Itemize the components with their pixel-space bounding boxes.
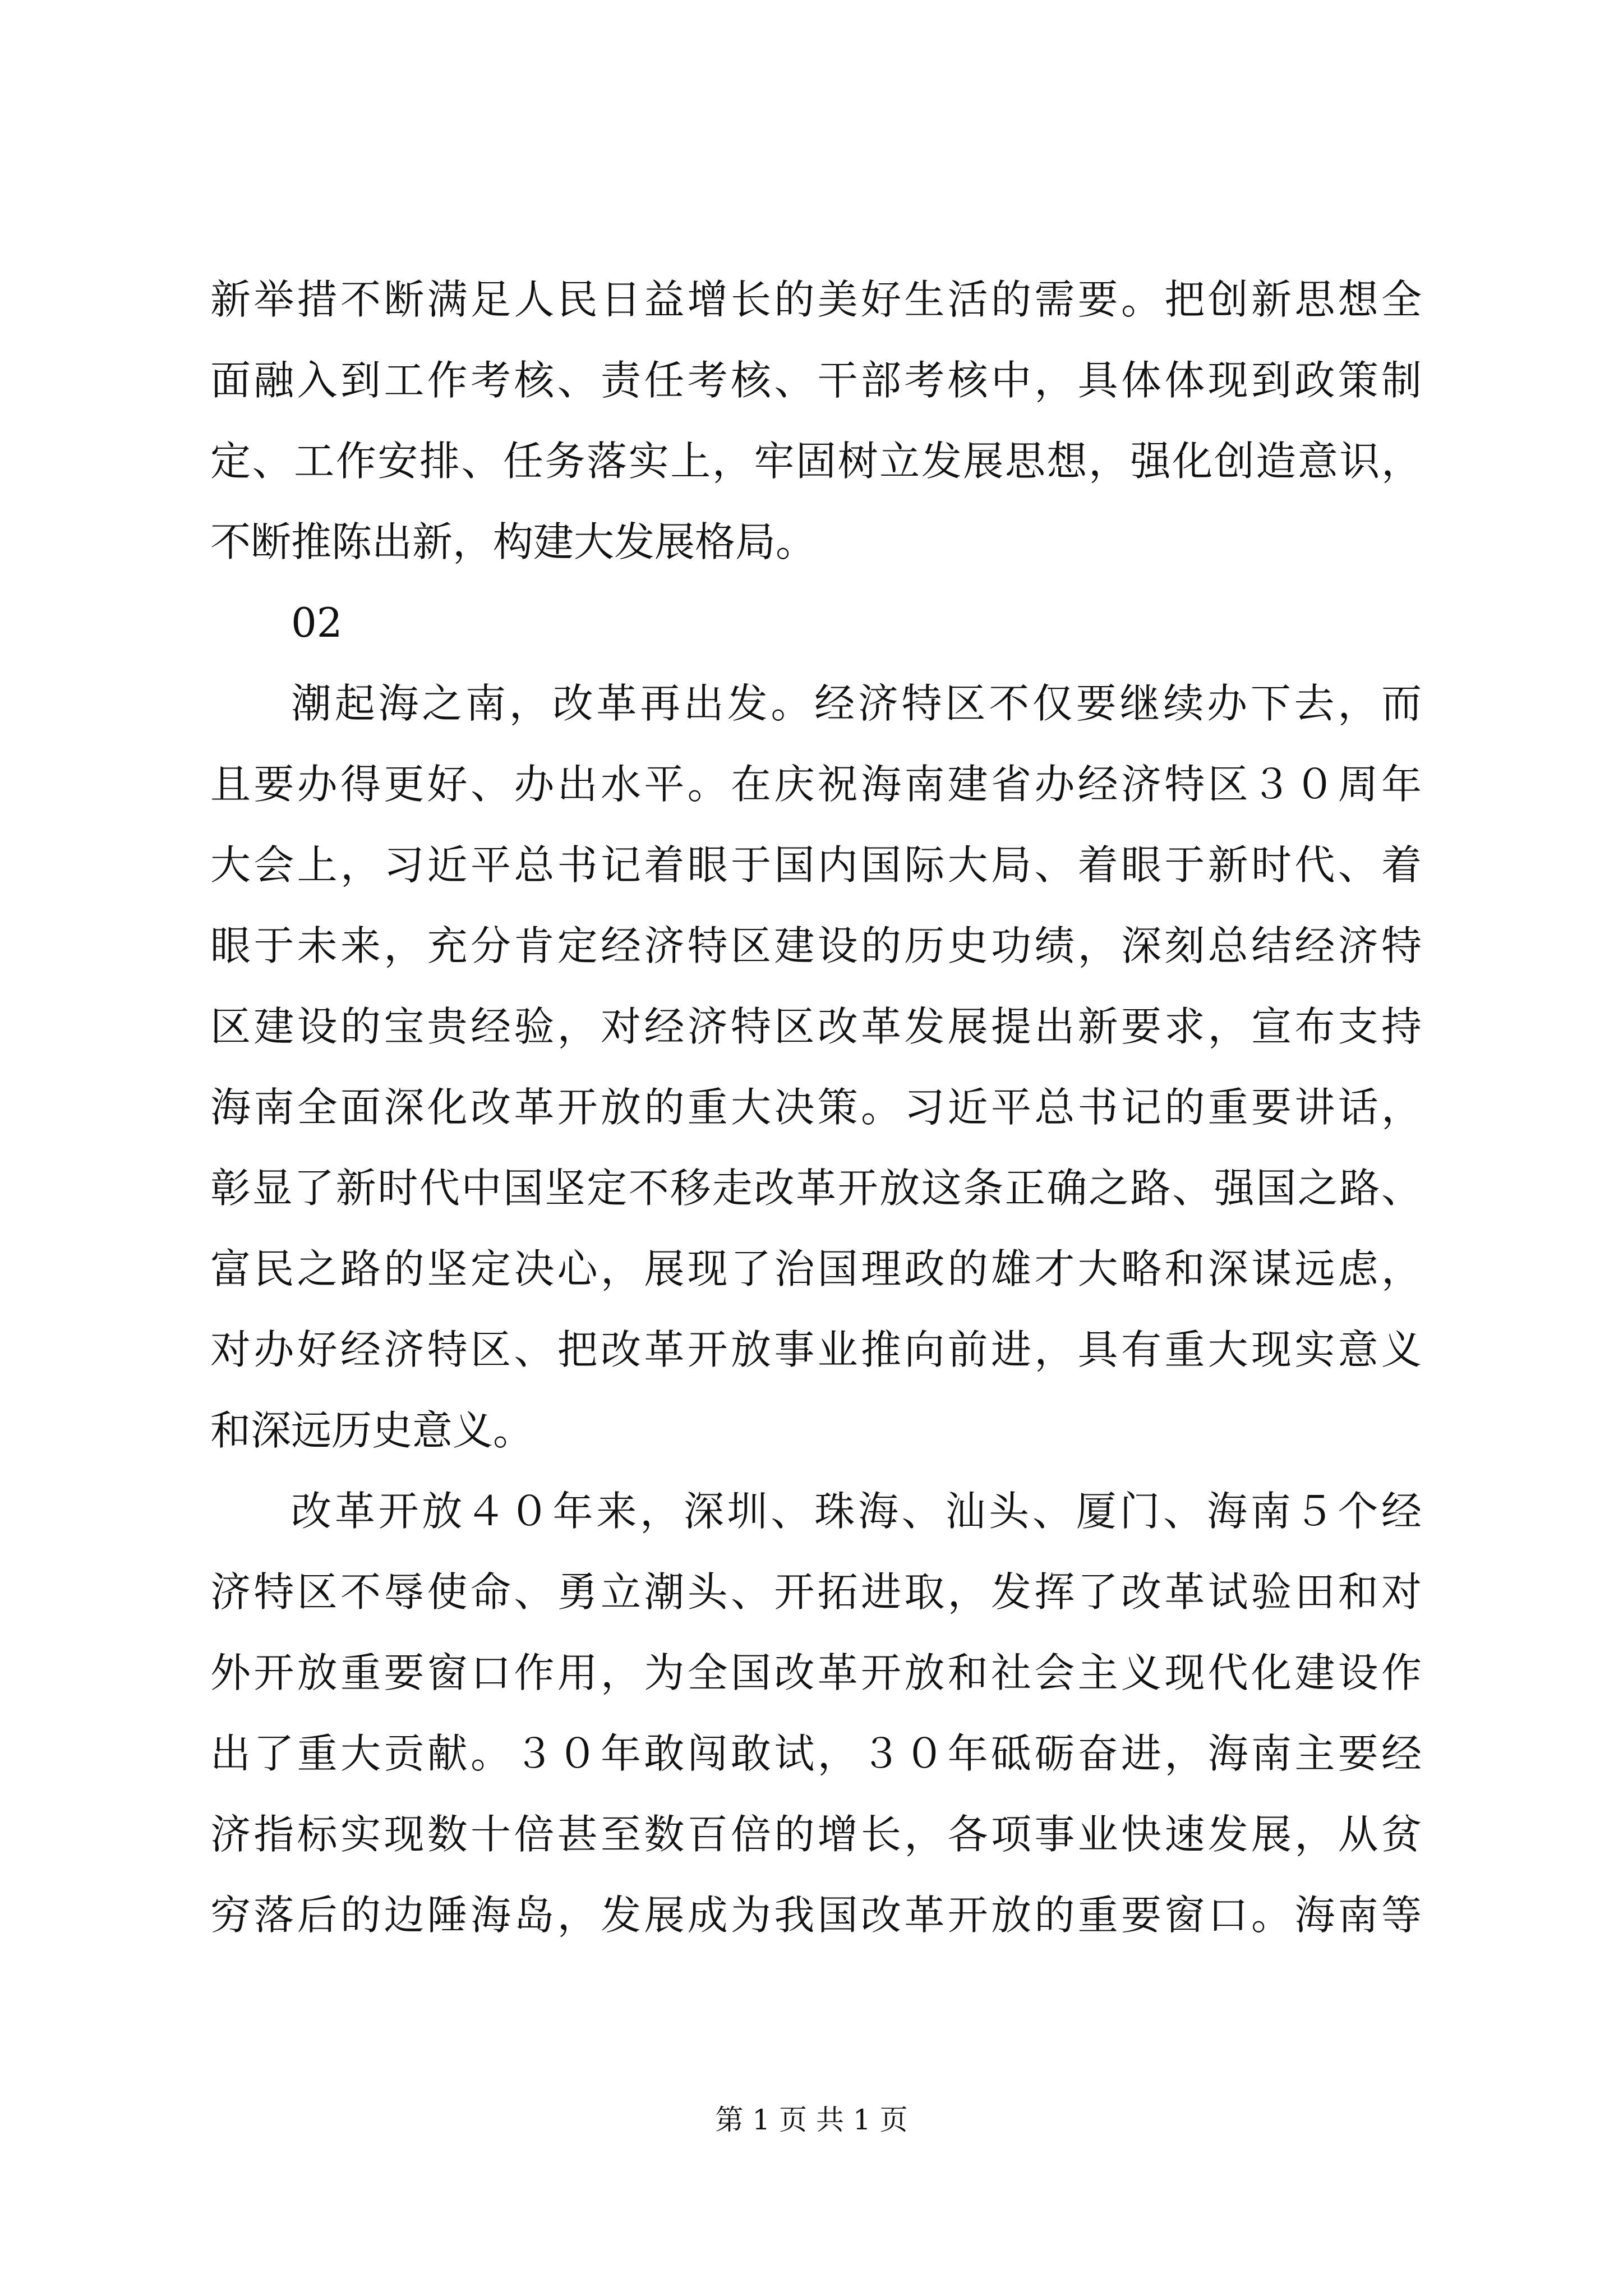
text-line: 富民之路的坚定决心，展现了治国理政的雄才大略和深谋远虑，	[210, 1245, 1422, 1292]
text-line: 不断推陈出新，构建大发展格局。	[210, 518, 817, 565]
document-body	[210, 259, 1422, 1955]
text-line: 彰显了新时代中国坚定不移走改革开放这条正确之路、强国之路、	[210, 1165, 1422, 1212]
text-line: 穷落后的边陲海岛，发展成为我国改革开放的重要窗口。海南等	[210, 1892, 1422, 1939]
text-line: 眼于未来，充分肯定经济特区建设的历史功绩，深刻总结经济特	[210, 922, 1422, 969]
text-line: 海南全面深化改革开放的重大决策。习近平总书记的重要讲话，	[210, 1084, 1422, 1131]
text-line: 大会上，习近平总书记着眼于国内国际大局、着眼于新时代、着	[210, 841, 1422, 889]
text-line: 和深远历史意义。	[210, 1407, 534, 1454]
section-number: 02	[291, 599, 343, 646]
text-line: 新举措不断满足人民日益增长的美好生活的需要。把创新思想全	[210, 276, 1422, 323]
text-line: 且要办得更好、办出水平。在庆祝海南建省办经济特区３０周年	[210, 761, 1422, 808]
text-line: 出了重大贡献。３０年敢闯敢试，３０年砥砺奋进，海南主要经	[210, 1730, 1422, 1777]
text-line: 外开放重要窗口作用，为全国改革开放和社会主义现代化建设作	[210, 1649, 1422, 1696]
text-line: 潮起海之南，改革再出发。经济特区不仅要继续办下去，而	[291, 680, 1422, 727]
text-line: 区建设的宝贵经验，对经济特区改革发展提出新要求，宣布支持	[210, 1003, 1422, 1050]
text-line: 济指标实现数十倍甚至数百倍的增长，各项事业快速发展，从贫	[210, 1811, 1422, 1858]
text-line: 面融入到工作考核、责任考核、干部考核中，具体体现到政策制	[210, 357, 1422, 404]
page-footer: 第 1 页 共 1 页	[715, 2104, 908, 2136]
text-line: 改革开放４０年来，深圳、珠海、汕头、厦门、海南５个经	[291, 1488, 1422, 1535]
text-line: 济特区不辱使命、勇立潮头、开拓进取，发挥了改革试验田和对	[210, 1568, 1422, 1616]
text-line: 对办好经济特区、把改革开放事业推向前进，具有重大现实意义	[210, 1326, 1422, 1373]
text-line: 定、工作安排、任务落实上，牢固树立发展思想，强化创造意识，	[210, 438, 1422, 485]
